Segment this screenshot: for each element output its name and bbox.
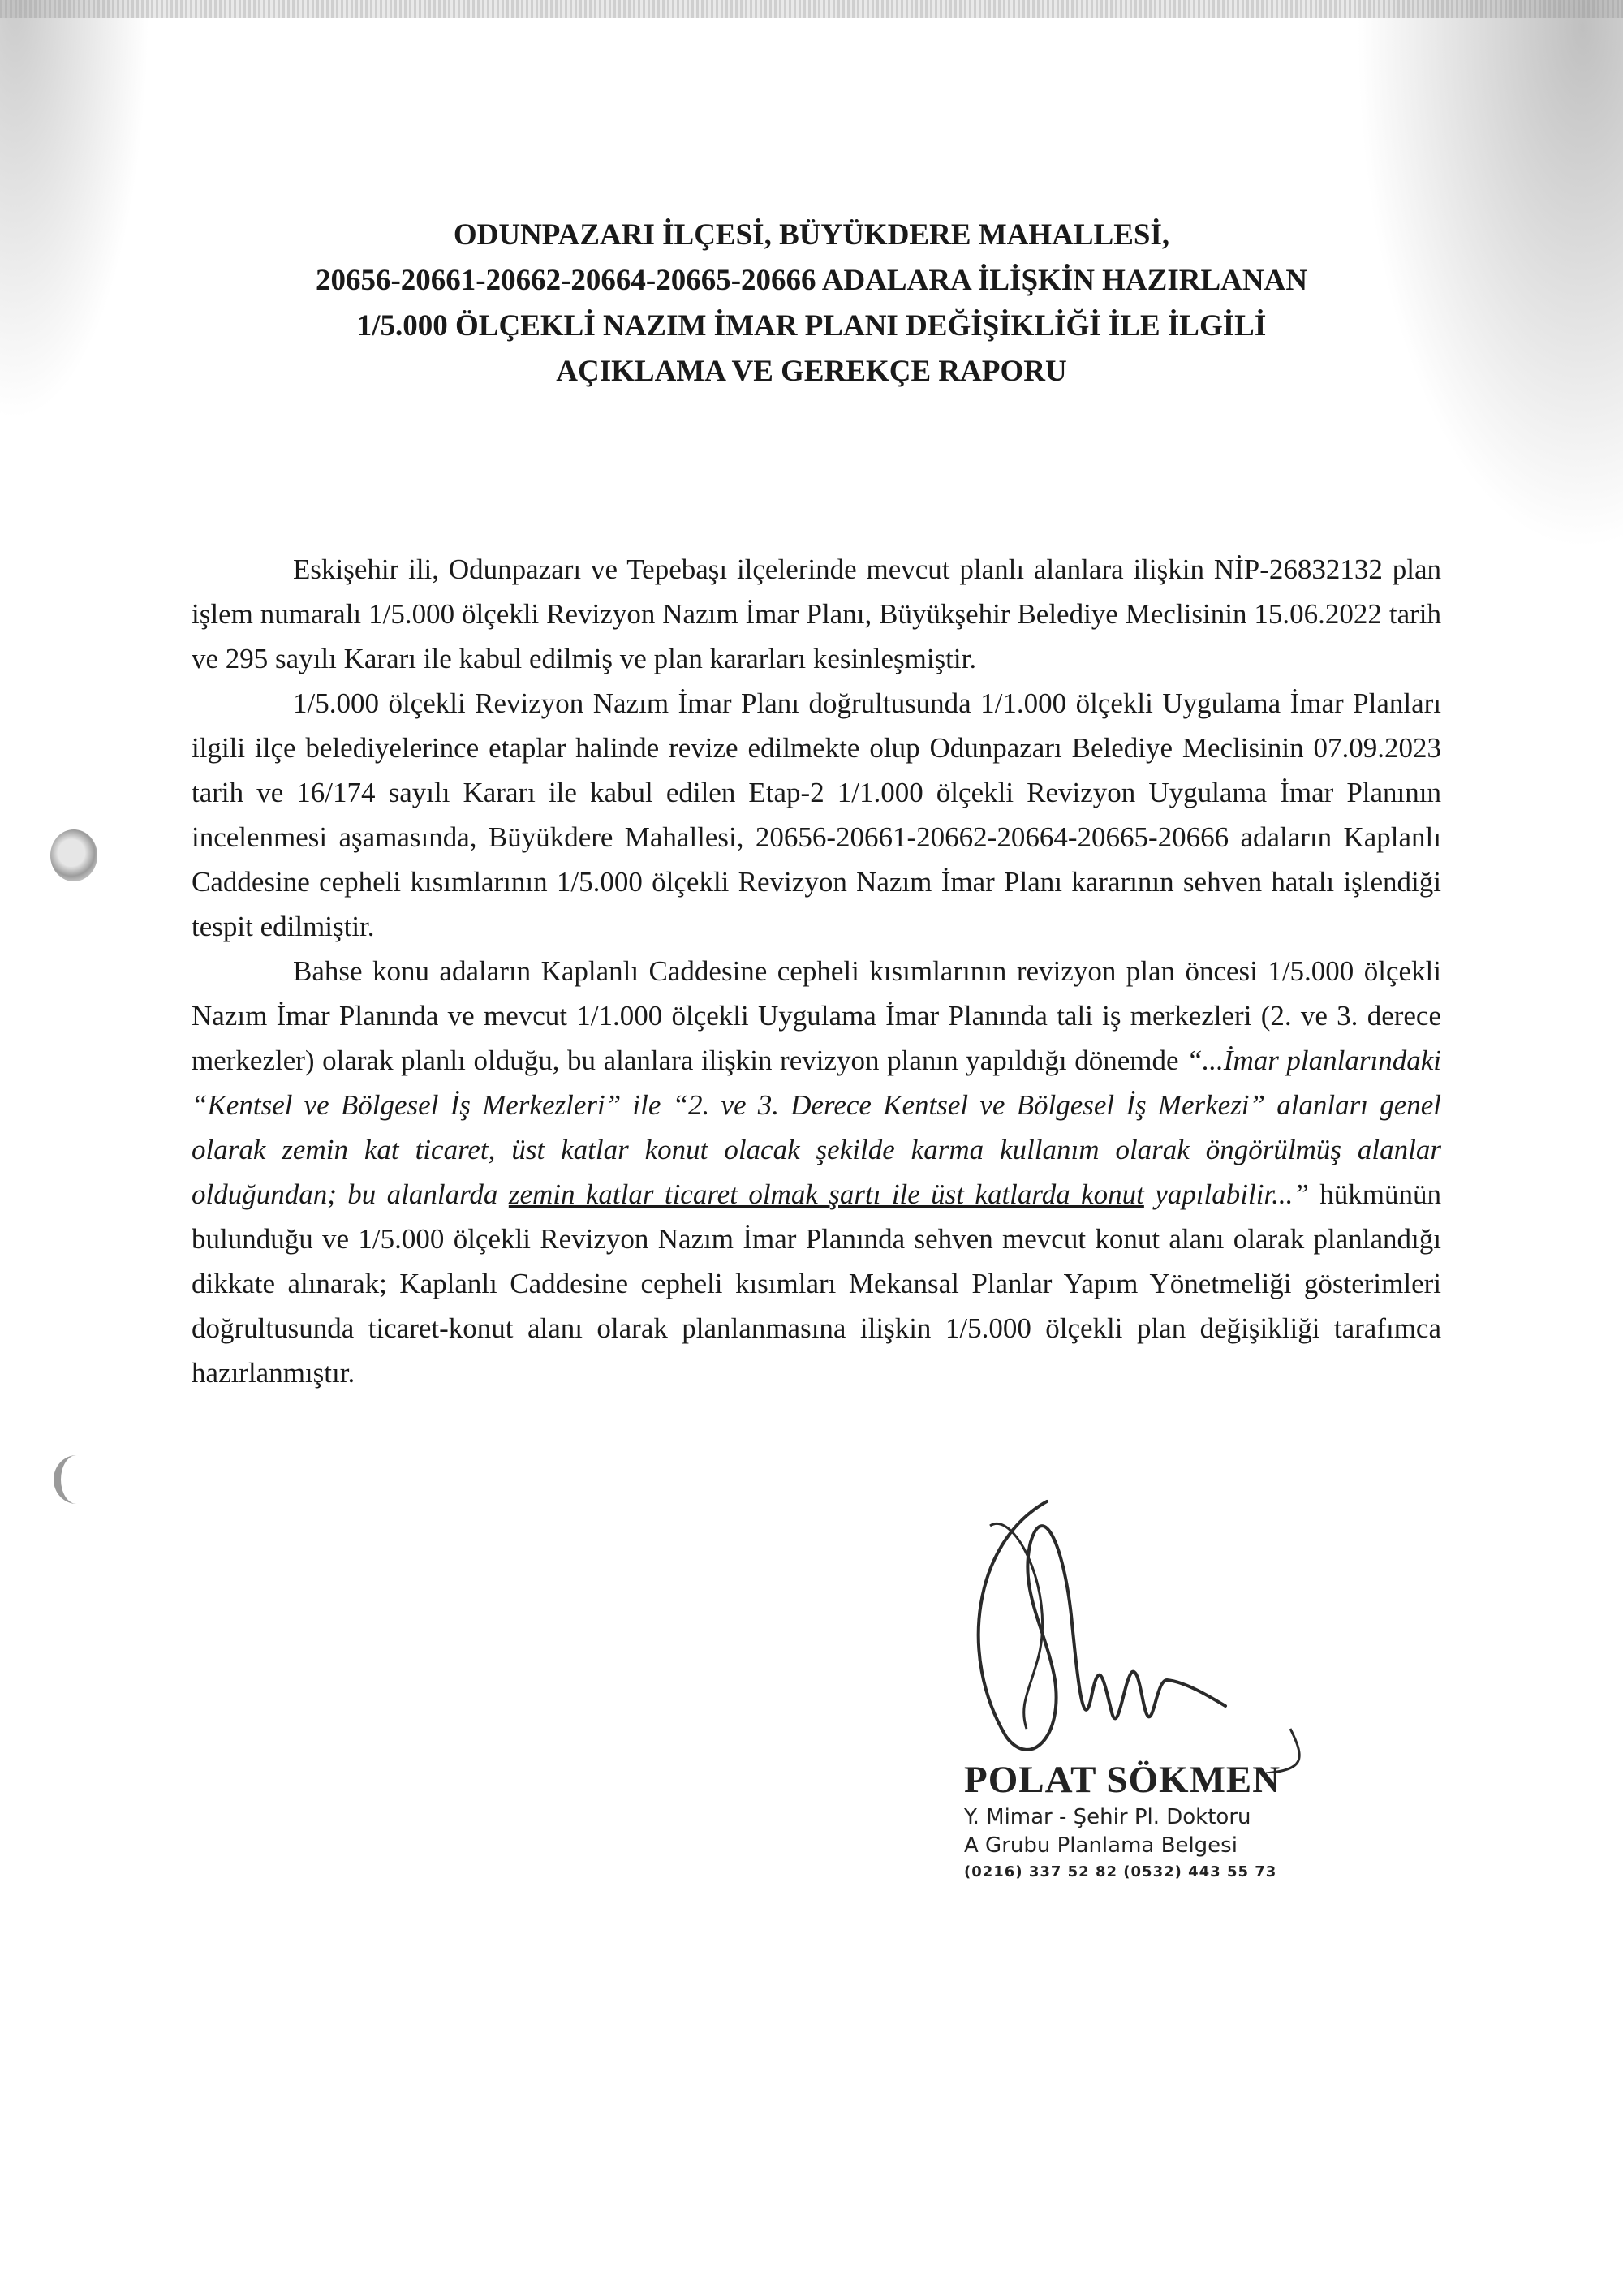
title-line-3: 1/5.000 ÖLÇEKLİ NAZIM İMAR PLANI DEĞİŞİKLİĞİ İLE İLGİLİ — [356, 309, 1267, 342]
stamp-title: Y. Mimar - Şehir Pl. Doktoru — [964, 1805, 1251, 1829]
stamp-name: POLAT SÖKMEN — [964, 1759, 1281, 1801]
regulation-quote-end: yapılabilir...” — [1143, 1178, 1309, 1210]
title-line-1: ODUNPAZARI İLÇESİ, BÜYÜKDERE MAHALLESİ, — [453, 218, 1170, 252]
paragraph-2: 1/5.000 ölçekli Revizyon Nazım İmar Planı doğrultusunda 1/1.000 ölçekli Uygulama İmar Planları ilgili ilçe belediyelerince etaplar halinde revize edilmekte olup Odunpazarı Belediye Meclisinin 07.09.2023 tarih ve 16/174 sayılı Kararı ile kabul edilen Etap-2 1/1.000 ölçekli Revizyon Uygulama İmar Planının incelenmesi aşamasında, Büyükdere Mahallesi, 20656-20661-20662-20664-20665-20666 adaların Kaplanlı Caddesine cepheli kısımlarının 1/5.000 ölçekli Revizyon Nazım İmar Planı kararının sehven hatalı işlendiği tespit edilmiştir. — [192, 687, 1441, 942]
report-body — [192, 547, 1441, 1395]
punch-hole-upper — [50, 829, 97, 881]
stamp-phones: (0216) 337 52 82 (0532) 443 55 73 — [964, 1863, 1277, 1880]
title-line-2: 20656-20661-20662-20664-20665-20666 ADALARA İLİŞKİN HAZIRLANAN — [315, 264, 1308, 297]
report-title — [162, 213, 1461, 394]
title-line-4: AÇIKLAMA VE GEREKÇE RAPORU — [556, 355, 1067, 388]
scan-shadow-left — [0, 0, 150, 422]
paragraph-3-conclusion: hükmünün bulunduğu ve 1/5.000 ölçekli Revizyon Nazım İmar Planında sehven mevcut konut alanı olarak planlandığı dikkate alınarak; Kaplanlı Caddesine cepheli kısımları Mekansal Planlar Yapım Yönetmeliği gösterimleri doğrultusunda ticaret-konut alanı olarak planlanmasına ilişkin 1/5.000 ölçekli plan değişikliği tarafımca hazırlanmıştır. — [192, 1178, 1442, 1389]
regulation-quote: “...İmar planlarındaki “Kentsel ve Bölgesel İş Merkezleri” ile “2. ve 3. Derece Kentsel ve Bölgesel İş Merkezi” alanları genel olarak zemin kat ticaret, üst katlar konut olacak şekilde karma kullanım olarak öngörülmüş alanlar olduğundan; bu alanlarda — [192, 1045, 1441, 1210]
paragraph-1: Eskişehir ili, Odunpazarı ve Tepebaşı ilçelerinde mevcut planlı alanlara ilişkin NİP-26832132 plan işlem numaralı 1/5.000 ölçekli Revizyon Nazım İmar Planı, Büyükşehir Belediye Meclisinin 15.06.2022 tarih ve 295 sayılı Kararı ile kabul edilmiş ve plan kararları kesinleşmiştir. — [192, 554, 1441, 674]
handwritten-signature — [941, 1493, 1331, 1773]
regulation-quote-underlined: zemin katlar ticaret olmak şartı ile üst katlarda konut — [508, 1178, 1144, 1210]
punch-hole-lower — [54, 1455, 100, 1504]
paragraph-3 — [192, 949, 1441, 1395]
stamp-certificate: A Grubu Planlama Belgesi — [964, 1833, 1238, 1858]
paragraph-3-intro: Bahse konu adaların Kaplanlı Caddesine cepheli kısımlarının revizyon plan öncesi 1/5.000 ölçekli Nazım İmar Planında ve mevcut 1/1.000 ölçekli Uygulama İmar Planında tali iş merkezleri (2. ve 3. derece merkezler) olarak planlı olduğu, bu alanlara ilişkin revizyon planın yapıldığı dönemde — [192, 955, 1441, 1076]
